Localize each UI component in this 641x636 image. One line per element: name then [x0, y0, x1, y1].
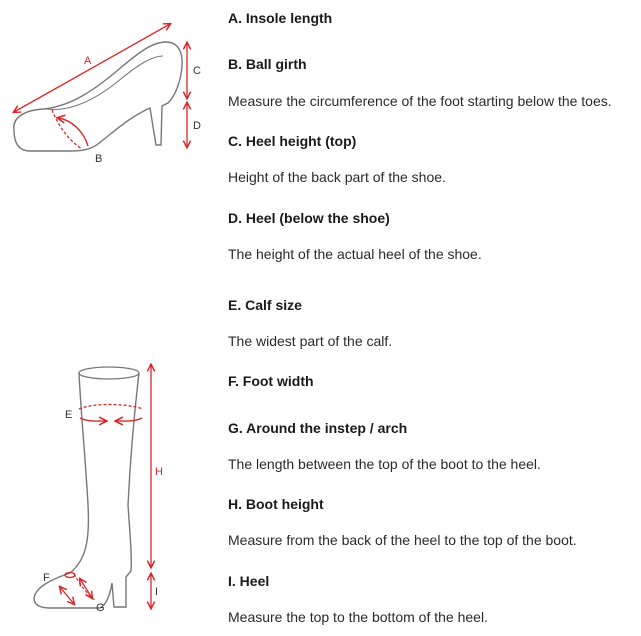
label-a: A [84, 55, 92, 67]
heading-instep-arch: G. Around the instep / arch [228, 420, 408, 436]
desc-instep-arch: The length between the top of the boot to the heel. [228, 456, 541, 472]
desc-boot-height: Measure from the back of the heel to the top of the boot. [228, 532, 577, 548]
desc-ball-girth: Measure the circumference of the foot starting below the toes. [228, 93, 612, 109]
label-g: G [96, 602, 105, 614]
heading-heel-below: D. Heel (below the shoe) [228, 210, 390, 226]
measure-f-arrow [60, 587, 74, 604]
label-i: I [155, 586, 159, 598]
desc-heel: Measure the top to the bottom of the heel. [228, 609, 488, 625]
heading-heel-height-top: C. Heel height (top) [228, 133, 357, 149]
boot-opening [79, 367, 139, 379]
label-b: B [95, 153, 103, 165]
measure-e-arrows [80, 418, 106, 421]
label-c: C [193, 65, 201, 77]
label-d: D [193, 120, 201, 132]
boot-outline [34, 373, 139, 608]
heading-ball-girth: B. Ball girth [228, 56, 307, 72]
label-h: H [155, 466, 163, 478]
boot-diagram [0, 355, 215, 625]
measure-g-arrow [80, 579, 92, 598]
desc-calf-size: The widest part of the calf. [228, 333, 393, 349]
shoe-outline [14, 42, 182, 151]
heading-insole-length: A. Insole length [228, 10, 333, 26]
measure-b-girth [52, 110, 82, 149]
heading-heel: I. Heel [228, 573, 270, 589]
shoe-diagram [0, 0, 215, 175]
label-f: F [43, 572, 50, 584]
heading-boot-height: H. Boot height [228, 496, 324, 512]
desc-heel-height-top: Height of the back part of the shoe. [228, 169, 446, 185]
heading-foot-width: F. Foot width [228, 373, 314, 389]
label-e: E [65, 409, 73, 421]
heading-calf-size: E. Calf size [228, 297, 302, 313]
desc-heel-below: The height of the actual heel of the shoe. [228, 246, 482, 262]
